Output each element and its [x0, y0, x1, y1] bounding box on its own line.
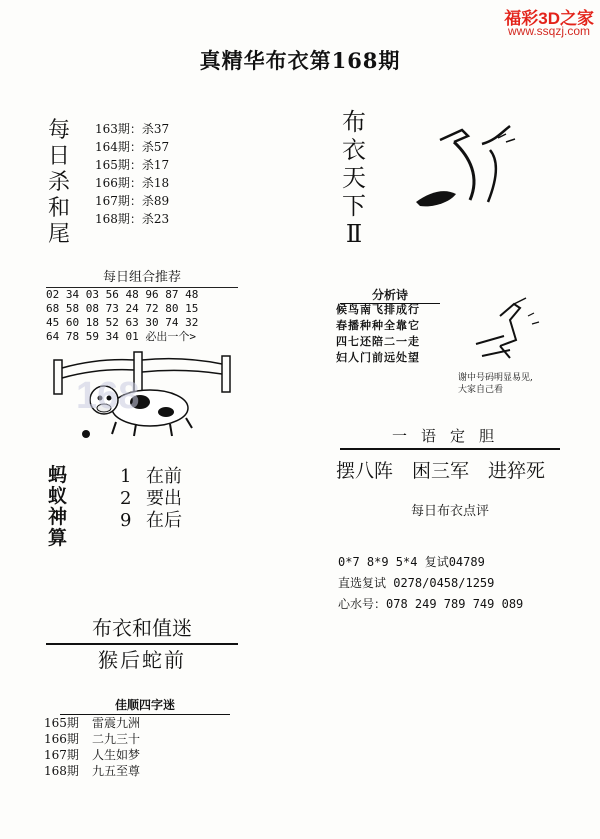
site-watermark-name: 福彩3D之家 — [504, 9, 594, 28]
analysis-poem-title: 分析诗 — [340, 286, 440, 304]
four-char-text: 九五至尊 — [92, 764, 141, 778]
review-line: 心水号：078 249 789 749 089 — [338, 597, 524, 611]
analysis-note — [458, 372, 533, 396]
ant-num: 9 — [120, 510, 132, 531]
ant-calc-rows — [120, 466, 182, 532]
buyi-riddle-text: 猴后蛇前 — [98, 648, 186, 672]
yiyu-text: 摆八阵 困三军 进猝死 — [336, 460, 546, 482]
four-char-period: 168期 — [44, 764, 79, 778]
combo-row: 68 58 08 73 24 72 80 15 — [46, 302, 199, 315]
ant-label-char: 蚁 — [48, 485, 68, 507]
list-item: 165期：杀17 — [95, 158, 170, 172]
ant-num: 1 — [120, 466, 132, 487]
kill-tail-label-char: 日 — [47, 144, 70, 169]
analysis-poem-lines — [336, 302, 420, 366]
combo-row: 64 78 59 34 01 必出一个> — [46, 330, 196, 343]
four-char-title: 佳顺四字迷 — [60, 696, 230, 715]
list-item — [44, 715, 140, 731]
ant-label-char: 算 — [48, 527, 68, 549]
poem-title-char: 衣 — [342, 136, 366, 164]
poem-line: 四七还陪二一走 — [336, 335, 420, 348]
yiyu-title: 一语定胆 — [391, 427, 508, 445]
ant-num: 2 — [120, 488, 132, 509]
review-line: 直选复试 0278/0458/1259 — [338, 576, 495, 590]
poem-line: 妇人门前远处望 — [336, 351, 420, 364]
note-line: 大家自己看 — [458, 385, 504, 395]
kill-tail-label — [46, 118, 72, 248]
ant-label-char: 蚂 — [48, 464, 68, 486]
page-title: 真精华布衣第168期 — [199, 48, 401, 73]
four-char-period: 166期 — [44, 732, 79, 746]
four-char-list — [44, 715, 140, 779]
fence-cow-cartoon-icon — [46, 338, 238, 440]
four-char-period: 167期 — [44, 748, 79, 762]
ant-calc-label — [48, 465, 72, 549]
list-item: 167期：杀89 — [95, 194, 170, 208]
poem-title-vertical — [340, 108, 368, 248]
four-char-period: 165期 — [44, 716, 79, 730]
kill-tail-label-char: 杀 — [47, 170, 70, 195]
ant-text: 要出 — [146, 488, 182, 509]
review-title: 每日布衣点评 — [410, 504, 489, 519]
figure-sketch-icon — [470, 296, 550, 370]
kill-tail-label-char: 尾 — [47, 222, 70, 247]
ant-text: 在后 — [146, 510, 182, 531]
list-item: 168期：杀23 — [95, 212, 170, 226]
ant-text: 在前 — [146, 466, 182, 487]
list-item — [44, 763, 140, 779]
review-line: 0*7 8*9 5*4 复试04789 — [338, 555, 485, 569]
divider — [340, 448, 560, 450]
bird-sketch-icon — [410, 122, 530, 214]
list-item: 163期：杀37 — [95, 122, 170, 136]
list-item — [120, 466, 182, 488]
poem-title-char: Ⅱ — [345, 220, 363, 248]
list-item: 164期：杀57 — [95, 140, 170, 154]
four-char-text: 雷震九洲 — [92, 716, 141, 730]
note-line: 谢中号码明显易见, — [458, 373, 533, 383]
combo-title: 每日组合推荐 — [46, 266, 238, 288]
review-numbers — [338, 552, 523, 615]
list-item — [44, 747, 140, 763]
list-item — [120, 488, 182, 510]
combo-recommend — [46, 266, 238, 344]
buyi-riddle-title: 布衣和值迷 — [46, 612, 238, 645]
poem-title-char: 下 — [342, 192, 366, 220]
poem-line: 候鸟南飞排成行 — [336, 303, 420, 316]
kill-tail-label-char: 每 — [47, 118, 70, 143]
list-item — [120, 510, 182, 532]
combo-row: 45 60 18 52 63 30 74 32 — [46, 316, 199, 329]
four-char-text: 人生如梦 — [92, 748, 141, 762]
combo-row: 02 34 03 56 48 96 87 48 — [46, 288, 199, 301]
kill-tail-list — [95, 120, 169, 228]
poem-line: 春播种种全靠它 — [336, 319, 420, 332]
list-item — [44, 731, 140, 747]
ant-label-char: 神 — [48, 506, 68, 528]
kill-tail-label-char: 和 — [47, 196, 70, 221]
list-item: 166期：杀18 — [95, 176, 170, 190]
four-char-text: 二九三十 — [92, 732, 141, 746]
poem-title-char: 天 — [342, 164, 366, 192]
svg-text:168: 168 — [76, 375, 140, 417]
site-watermark-url: www.ssqzj.com — [507, 24, 590, 38]
poem-title-char: 布 — [342, 108, 366, 136]
